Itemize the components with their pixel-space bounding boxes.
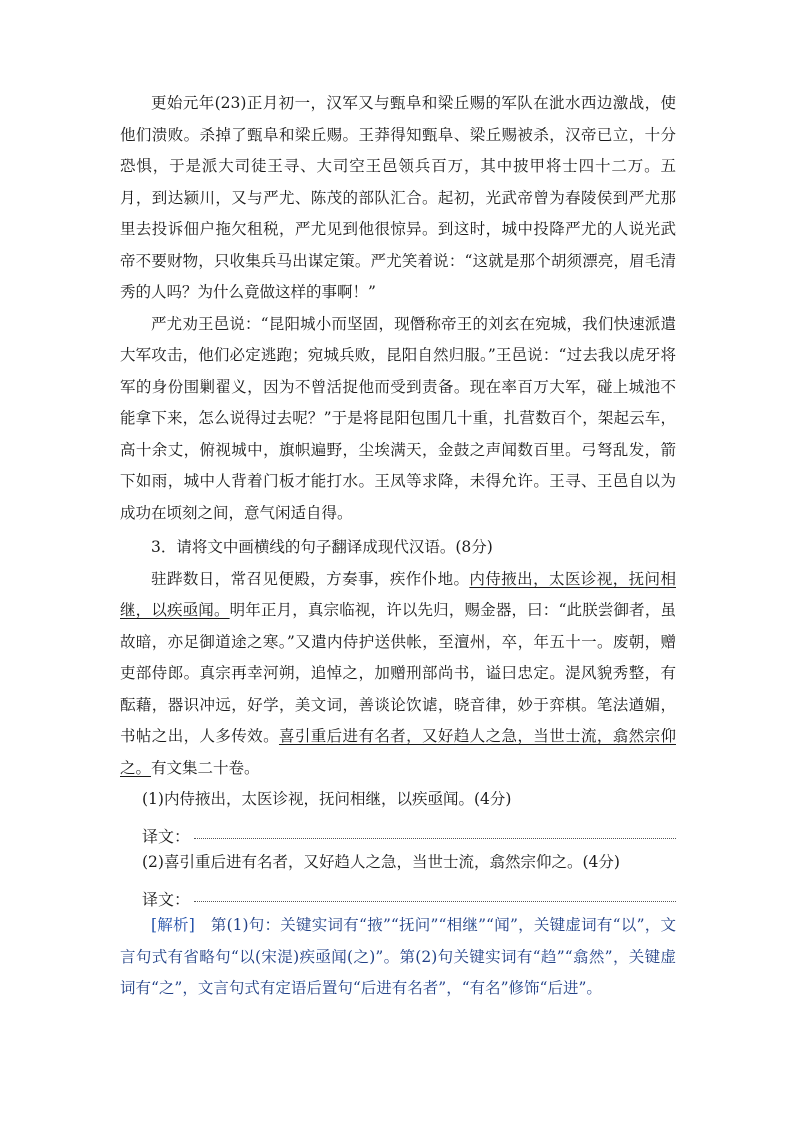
- dotted-answer-line: [194, 838, 676, 839]
- passage-segment: 明年正月，真宗临视，许以先归，赐金器，曰：“此朕尝御者，虽故暗，亦足御道途之寒。”又遣内侍护送供帐，至澶州，卒，年五十一。废朝，赠吏部侍郎。真宗再幸河朔，追悼之，加赠刑部尚书，谥曰忠定。湜风貌秀整，有酝藉，器识冲远，好学，美文词，善谈论饮谑，晓音律，妙于弈棋。笔法遒媚，书帖之出，人多传效。: [120, 601, 676, 745]
- question3-title: 3．请将文中画横线的句子翻译成现代汉语。(8分): [151, 538, 493, 556]
- question-item-1-prompt: (1)内侍掖出，太医诊视，抚问相继，以疾亟闻。(4分): [142, 790, 512, 808]
- answer-label: 译文：: [142, 890, 191, 909]
- document-page: [120, 88, 676, 1005]
- answer-label: 译文：: [142, 827, 191, 846]
- analysis-tag: [解析]: [151, 916, 195, 934]
- dotted-answer-line: [194, 901, 676, 902]
- analysis-paragraph: [120, 910, 676, 1005]
- passage1-paragraph1: 更始元年(23)正月初一，汉军又与甄阜和梁丘赐的军队在泚水西边激战，使他们溃败。杀掉了甄阜和梁丘赐。王莽得知甄阜、梁丘赐被杀，汉帝已立，十分恐惧，于是派大司徒王寻、大司空王邑领兵百万，其中披甲将士四十二万。五月，到达颍川，又与严尤、陈茂的部队汇合。起初，光武帝曾为春陵侯到严尤那里去投诉佃户拖欠租税，严尤见到他很惊异。到这时，城中投降严尤的人说光武帝不要财物，只收集兵马出谋定策。严尤笑着说：“这就是那个胡须漂亮，眉毛清秀的人吗？为什么竟做这样的事啊！”: [120, 94, 676, 301]
- answer-line-1[interactable]: [142, 816, 676, 848]
- answer-line-2[interactable]: [142, 879, 676, 911]
- passage1-paragraph2: 严尤劝王邑说：“昆阳城小而坚固，现僭称帝王的刘玄在宛城，我们快速派遣大军攻击，他们必定逃跑；宛城兵败，昆阳自然归服。”王邑说：“过去我以虎牙将军的身份围剿翟义，因为不曾活捉他而受到责备。现在率百万大军，碰上城池不能拿下来，怎么说得过去呢？”于是将昆阳包围几十重，扎营数百个，架起云车，高十余丈，俯视城中，旗帜遍野，尘埃满天，金鼓之声闻数百里。弓弩乱发，箭下如雨，城中人背着门板才能打水。王凤等求降，未得允许。王寻、王邑自以为成功在顷刻之间，意气闲适自得。: [120, 314, 676, 522]
- question-item-2-prompt: (2)喜引重后进有名者，又好趋人之急，当世士流，翕然宗仰之。(4分): [142, 853, 620, 871]
- passage-segment: 有文集二十卷。: [151, 758, 260, 777]
- question3-passage: [120, 564, 676, 785]
- underlined-sentence-2: 喜引重后进有名者，又好趋人之急，当世士流，翕然宗仰之。: [120, 727, 676, 777]
- analysis-text: 第(1)句：关键实词有“掖”“抚问”“相继”“闻”，关键虚词有“以”，文言句式有省略句“以(宋湜)疾亟闻(之)”。第(2)句关键实词有“趋”“翕然”，关键虚词有“之”，文言句式有定语后置句“后进有名者”，“有名”修饰“后进”。: [120, 916, 676, 997]
- passage-segment: 驻跸数日，常召见便殿，方奏事，疾作仆地。: [151, 569, 470, 588]
- underlined-sentence-1: 内侍掖出，太医诊视，抚问相继，以疾亟闻。: [120, 569, 676, 619]
